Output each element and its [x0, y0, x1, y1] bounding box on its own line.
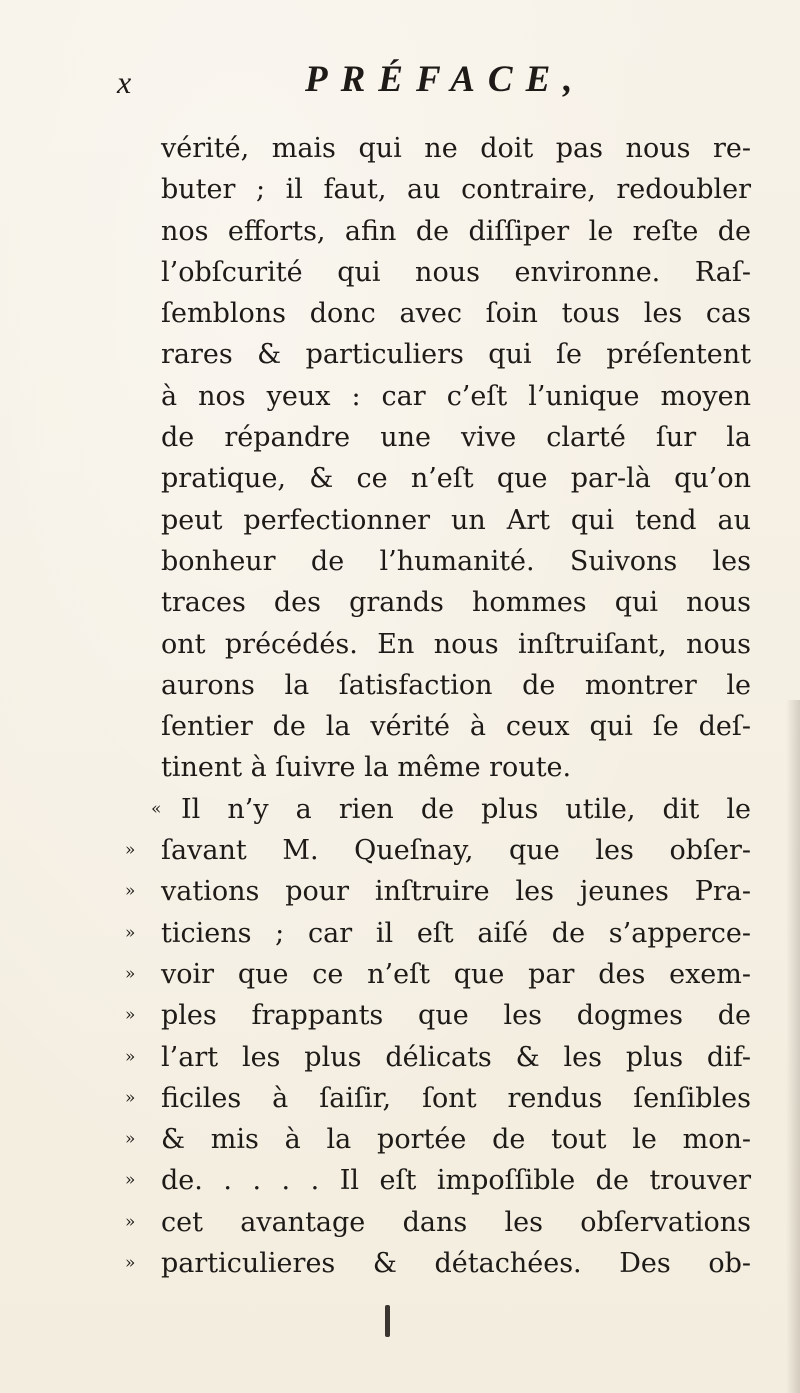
quote-mark: » — [125, 963, 136, 984]
quote-line-text: ficiles à ſaiſir, ſont rendus ſenſibles — [161, 1082, 751, 1114]
page-number: x — [117, 64, 133, 100]
body-text — [125, 128, 761, 1284]
text-line: nos efforts, afin de diſſiper le reſte de — [161, 215, 751, 247]
quote-line-text: ſavant M. Queſnay, que les obſer- — [161, 835, 751, 867]
quote-line — [125, 1037, 751, 1078]
text-line: l’obſcurité qui nous environne. Raſ- — [161, 256, 751, 288]
quote-line-text: ples frappants que les dogmes de — [161, 1000, 751, 1032]
text-line: ont précédés. En nous inſtruiſant, nous — [161, 628, 751, 660]
quote-mark: » — [125, 1005, 136, 1026]
quote-line-text: l’art les plus délicats & les plus dif- — [161, 1041, 751, 1073]
page-header — [117, 58, 707, 108]
quote-mark: « — [151, 798, 162, 819]
text-line: ſemblons donc avec ſoin tous les cas — [161, 298, 751, 330]
quote-line-text: cet avantage dans les obſervations — [161, 1206, 751, 1238]
running-title: PRÉFACE, — [305, 59, 586, 100]
quote-mark: » — [125, 1046, 136, 1067]
text-line: pratique, & ce n’eſt que par-là qu’on — [161, 463, 751, 495]
quote-mark: » — [125, 1129, 136, 1150]
quote-line — [125, 871, 751, 912]
quote-line — [125, 995, 751, 1036]
page-edge-shadow — [786, 700, 800, 1393]
quote-line-text: vations pour inſtruire les jeunes Pra- — [161, 876, 751, 908]
quote-mark: » — [125, 1253, 136, 1274]
quote-line — [125, 954, 751, 995]
text-line: traces des grands hommes qui nous — [161, 587, 751, 619]
quote-line-text: Il n’y a rien de plus utile, dit le — [181, 793, 751, 825]
text-line: à nos yeux : car c’eſt l’unique moyen — [161, 380, 751, 412]
text-line: rares & particuliers qui ſe préſentent — [161, 339, 751, 371]
quote-mark: » — [125, 1170, 136, 1191]
quote-mark: » — [125, 881, 136, 902]
quote-line — [125, 913, 751, 954]
text-line: ſentier de la vérité à ceux qui ſe deſ- — [161, 711, 751, 743]
quote-line-text: voir que ce n’eſt que par des exem- — [161, 958, 751, 990]
text-line: vérité, mais qui ne doit pas nous re- — [161, 133, 751, 164]
quote-mark: » — [125, 922, 136, 943]
quote-line — [151, 789, 751, 830]
ink-mark — [385, 1305, 390, 1337]
quote-line-text: & mis à la portée de tout le mon- — [161, 1124, 751, 1156]
quote-mark: » — [125, 1211, 136, 1232]
quote-line-text: ticiens ; car il eſt aiſé de s’apperce- — [161, 917, 751, 949]
text-line: aurons la ſatisfaction de montrer le — [161, 669, 751, 701]
quote-line — [125, 1078, 751, 1119]
quote-line — [125, 830, 751, 871]
text-line: buter ; il faut, au contraire, redoubler — [161, 174, 751, 206]
text-line: tinent à ſuivre la même route. — [161, 752, 572, 784]
quote-mark: » — [125, 1087, 136, 1108]
quote-line-text: de. . . . . Il eſt impoſſible de trouver — [161, 1165, 751, 1197]
quote-line — [125, 1202, 751, 1243]
quote-line — [125, 1160, 751, 1201]
quote-mark: » — [125, 840, 136, 861]
quote-line — [125, 1243, 751, 1284]
text-line: peut perfectionner un Art qui tend au — [161, 504, 751, 536]
quote-line — [125, 1119, 751, 1160]
text-line: de répandre une vive clarté ſur la — [161, 422, 751, 454]
quote-line-text: particulieres & détachées. Des ob- — [161, 1248, 751, 1280]
text-line: bonheur de l’humanité. Suivons les — [161, 545, 751, 577]
